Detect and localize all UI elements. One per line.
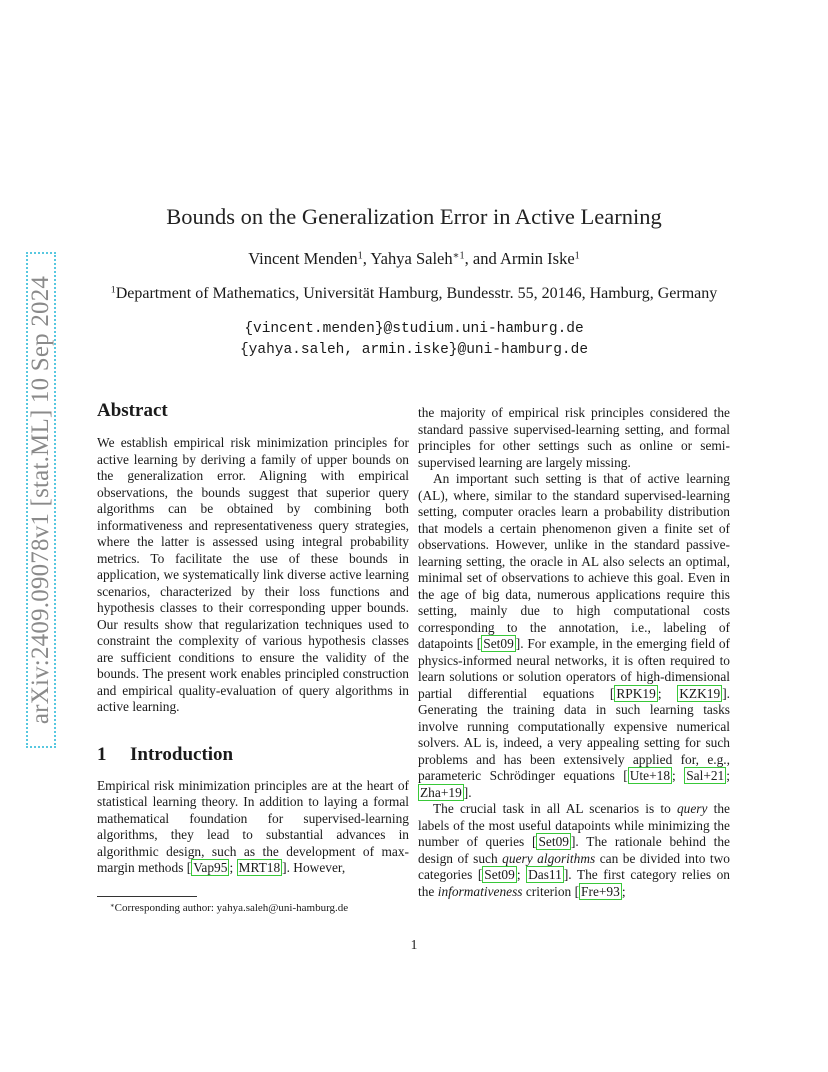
bracket: [ [186,860,192,875]
citation-link[interactable]: Vap95 [193,860,228,875]
citation-separator: ; [657,685,678,701]
body-text: ]. For example, in the emerging field of physics-informed neural networks, it is often required to learn solutions or solution operators of high-dimensional partial differential equations [ [418,636,730,701]
citation-separator: ; [229,860,237,875]
citation-link[interactable]: Zha+19 [420,784,462,800]
citation-link[interactable]: Fre+93 [581,883,620,899]
section-number: 1 [97,743,107,765]
author-iske: Armin Iske [499,249,575,268]
body-text: The crucial task in all AL scenarios is to [433,801,677,816]
citation-link[interactable]: Set09 [538,834,569,849]
author-list [0,249,828,269]
footnote-text: Corresponding author: yahya.saleh@uni-hamburg.de [114,902,349,914]
abstract-heading: Abstract [97,400,168,421]
author-separator: , and [464,249,500,268]
footnote-mark: ∗ [110,902,115,910]
body-text: An important such setting is that of active learning (AL), where, similar to the standard supervised-learning setting, computer oracles learn a probability distribution that models a certain phenomenon given a finite set of observations. However, unlike in the standard passive-learning setting, the oracle in AL also selects an optimal, minimal set of observations to achieve this goal. Even in the age of big data, numerous applications require this setting, mainly due to high computational costs corresponding to the annotation, i.e., labeling of datapoints [ [418,471,730,651]
body-text: ]. [463,784,472,800]
affiliation-mark: 1 [110,284,116,296]
section-title: Introduction [130,743,234,765]
footnote-rule [97,896,197,897]
paragraph-continued: the majority of empirical risk principles considered the standard passive supervised-learning setting, and formal principles for other settings such as online or semi-supervised learning are largely missing. [418,405,730,470]
citation-link[interactable]: Ute+18 [629,768,671,783]
citation-link[interactable]: Set09 [484,867,515,882]
citation-link[interactable]: RPK19 [616,685,656,701]
left-column [97,400,409,877]
emphasis: informativeness [437,883,523,899]
intro-text: ]. However, [282,860,346,875]
affiliation-text: Department of Mathematics, Universität Hamburg, Bundesstr. 55, 20146, Hamburg, Germany [115,285,718,302]
paragraph-active-learning [418,471,730,801]
footnote [110,902,348,914]
body-text: ; [621,883,626,899]
section-heading-introduction [97,744,409,766]
citation-separator: ; [726,768,730,783]
affiliation [110,284,718,304]
author-saleh: Yahya Saleh [370,249,453,268]
arxiv-stamp-text: arXiv:2409.09078v1 [stat.ML] 10 Sep 2024 [27,275,54,725]
citation-separator: ; [516,867,527,882]
body-text: ]. The rationale behind the design of such [418,834,731,866]
author-menden: Vincent Menden [248,249,358,268]
emphasis: query algorithms [502,850,596,866]
body-text: can be divided into two categories [ [418,850,731,882]
body-text: ]. Generating the training data in such learning tasks involve running computationally expensive numerical solvers. AL is, indeed, a very appealing setting for such problems and has been extensively applied for, e.g., parameteric Schrödinger equations [ [418,685,730,783]
email-line-2[interactable]: {yahya.saleh, armin.iske}@uni-hamburg.de [239,342,589,358]
author-iske-affil: 1 [574,250,580,262]
body-text: the labels of the most useful datapoints while minimizing the number of queries [ [418,801,730,849]
citation-link[interactable]: Sal+21 [686,768,725,783]
citation-link[interactable]: KZK19 [679,685,721,701]
body-text: criterion [ [522,883,580,899]
abstract-text: We establish empirical risk minimization principles for active learning by deriving a family of upper bounds on the generalization error. Aligning with empirical observations, the bounds suggest that superior query algorithms can be obtained by combining both informativeness and representativeness query strategies, where the latter is assessed using integral probability metrics. To facilitate the use of these bounds in application, we systematically link diverse active learning scenarios, characterized by their loss functions and hypothesis classes to their corresponding upper bounds. Our results show that regularization techniques used to constraint the complexity of various hypothesis classes are sufficient conditions to ensure the validity of the bounds. The present work enables principled construction and empirical quality-evaluation of query algorithms in active learning. [97,435,409,714]
author-menden-affil: 1 [357,250,363,262]
author-saleh-affil: ∗1 [452,250,465,262]
page-number: 1 [410,937,418,952]
intro-text: Empirical risk minimization principles are at the heart of statistical learning theory. In addition to laying a formal mathematical foundation for supervised-learning algorithms, they lead to substantial advances in algorithmic design, such as the development of max-margin methods [97,777,409,875]
citation-link[interactable]: MRT18 [238,860,281,875]
body-text: ]. The first category relies on the [418,867,730,899]
emphasis: query [676,801,708,816]
citation-separator: ; [672,768,685,783]
paper-title: Bounds on the Generalization Error in Active Learning [166,204,662,229]
intro-paragraph [97,778,409,877]
email-line-1[interactable]: {vincent.menden}@studium.uni-hamburg.de [244,321,584,337]
citation-link[interactable]: Set09 [483,636,514,651]
author-separator: , [362,249,371,268]
citation-link[interactable]: Das11 [528,867,562,882]
right-column [418,405,730,900]
paragraph-query [418,801,730,900]
